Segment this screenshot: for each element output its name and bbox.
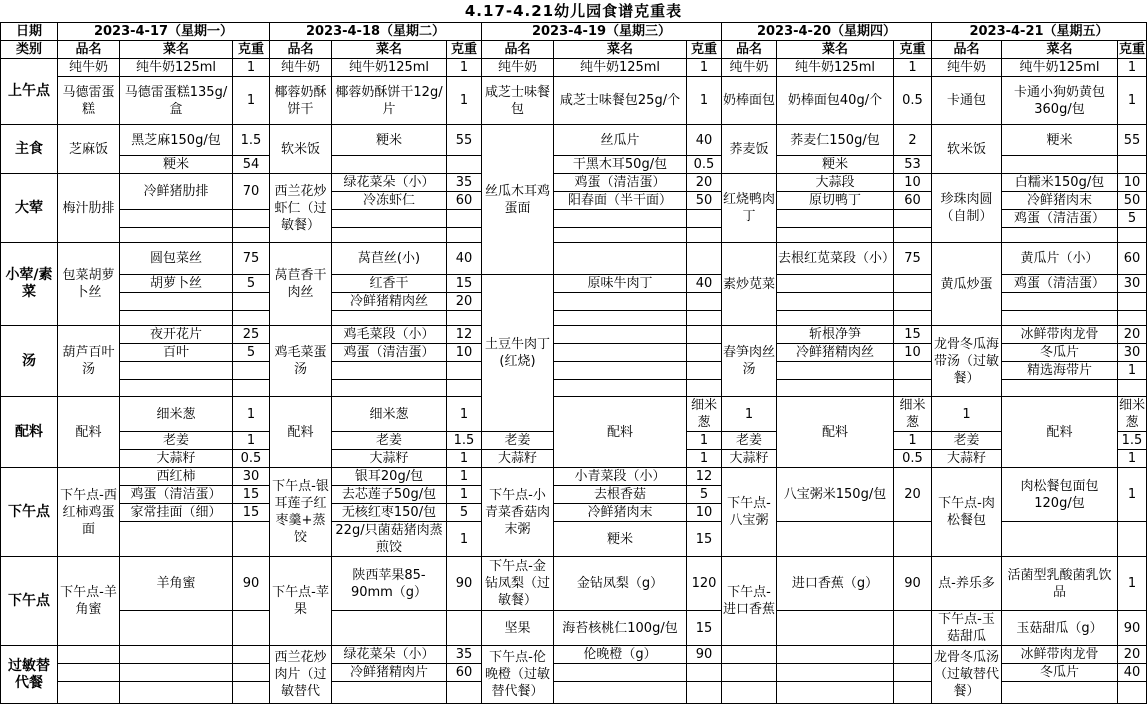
d3-mix1-item: 丝瓜木耳鸡蛋面 [482,125,554,275]
d2-staple-qty: 55 [447,125,482,156]
d3-pm2-ing: 金钻凤梨（g） [554,557,687,611]
d4-meat-ing: 原切鸭丁 [777,192,894,210]
d1-small-qty: 75 [233,243,270,275]
d5-season-qty: 1 [1118,450,1147,468]
d5-small-qty: 30 [1118,275,1147,293]
col-dish: 菜名 [777,41,894,59]
category-meat: 大荤 [1,174,58,243]
d5-meat-qty: 10 [1118,174,1147,192]
category-soup: 汤 [1,326,58,397]
d1-soup-ing: 百叶 [120,344,233,362]
d1-pm2-ing: 羊角蜜 [120,557,233,611]
d2-soup-qty: 10 [447,344,482,362]
d5-staple-ing: 粳米 [1002,125,1118,156]
d2-soup-qty: 12 [447,326,482,344]
category-staple: 主食 [1,125,58,174]
d3-pm1-qty: 12 [687,468,722,486]
milk-qty: 1 [894,59,932,77]
d5-staple-item: 软米饭 [932,125,1002,174]
d3-pm2-nuts: 坚果 [482,611,554,646]
d3-morning-item: 咸芝士味餐包 [482,77,554,125]
d5-season-qty: 1.5 [1118,432,1147,450]
d1-soup-ing: 夜开花片 [120,326,233,344]
d2-small-qty: 20 [447,293,482,311]
d5-allergy-ing: 冰鲜带肉龙骨 [1002,646,1118,664]
d1-season-ing: 细米葱 [120,397,233,432]
d1-season-ing: 老姜 [120,432,233,450]
d1-season-ing: 大蒜籽 [120,450,233,468]
d1-season-qty: 0.5 [233,450,270,468]
d5-meat-qty: 5 [1118,210,1147,228]
d1-staple-item: 芝麻饭 [58,125,120,174]
d2-morning-item: 椰蓉奶酥饼干 [270,77,332,125]
d2-season-ing: 细米葱 [332,397,447,432]
d4-staple-item: 荞麦饭 [722,125,777,174]
d5-small-item: 黄瓜炒蛋 [932,243,1002,326]
d2-allergy-ing: 冷鲜猪精肉片 [332,664,447,682]
d1-pm1-item: 下午点-西红柿鸡蛋面 [58,468,120,557]
milk-qty: 1 [447,59,482,77]
d5-pm2-ing: 活菌型乳酸菌乳饮品 [1002,557,1118,611]
d3-morning-ing: 咸芝士味餐包25g/个 [554,77,687,125]
col-item: 品名 [270,41,332,59]
d2-season-ing: 老姜 [332,432,447,450]
d3-mix1-ing: 丝瓜片 [554,125,687,156]
d5-morning-item: 卡通包 [932,77,1002,125]
d3-mix2-item: 土豆牛肉丁(红烧) [482,275,554,432]
d4-pm2-item: 下午点-进口香蕉 [722,557,777,646]
d5-staple-qty: 55 [1118,125,1147,156]
d4-staple-ing: 粳米 [777,156,894,174]
d5-morning-qty: 1 [1118,77,1147,125]
d5-allergy-item: 龙骨冬瓜汤（过敏替代餐） [932,646,1002,704]
d1-staple-ing: 黑芝麻150g/包 [120,125,233,156]
d2-small-qty: 15 [447,275,482,293]
d2-small-ing: 莴苣丝(小) [332,243,447,275]
d3-pm2-ing: 海苔核桃仁100g/包 [554,611,687,646]
col-dish: 菜名 [332,41,447,59]
d4-small-qty: 75 [894,243,932,275]
milk-item: 纯牛奶 [722,59,777,77]
d5-soup-ing: 冰鲜带肉龙骨 [1002,326,1118,344]
d4-pm1-ing: 八宝粥米150g/包 [777,468,894,522]
d5-soup-ing: 冬瓜片 [1002,344,1118,362]
d1-pm1-qty: 30 [233,468,270,486]
milk-ing: 纯牛奶125ml [554,59,687,77]
col-weight: 克重 [233,41,270,59]
col-dish: 菜名 [120,41,233,59]
category-afternoon: 下午点 [1,557,58,646]
milk-ing: 纯牛奶125ml [777,59,894,77]
d2-season-qty: 1.5 [447,432,482,450]
d5-morning-ing: 卡通小狗奶黄包 360g/包 [1002,77,1118,125]
d2-pm1-ing: 去芯莲子50g/包 [332,486,447,504]
milk-item: 纯牛奶 [482,59,554,77]
d2-soup-item: 鸡毛菜蛋汤 [270,326,332,397]
d1-soup-qty: 25 [233,326,270,344]
d5-soup-qty: 1 [1118,362,1147,380]
d3-mix1-blank [554,243,687,275]
d5-soup-ing: 精选海带片 [1002,362,1118,380]
d3-allergy-ing: 伦晚橙（g） [554,646,687,664]
d5-season-ing: 大蒜籽 [932,450,1002,468]
d5-allergy-qty: 20 [1118,646,1147,664]
d2-meat-qty: 35 [447,174,482,192]
d2-allergy-item: 西兰花炒肉片（过敏替代 [270,646,332,704]
d5-meat-item: 珍珠肉圆（自制） [932,174,1002,243]
d5-season-ing: 细米葱 [1119,398,1146,430]
d5-season-item: 配料 [1002,397,1118,468]
d4-morning-item: 奶棒面包 [722,77,777,125]
d1-morning-ing: 马德雷蛋糕135g/盒 [120,77,233,125]
d2-pm2-item: 下午点-苹果 [270,557,332,646]
d1-staple-ing: 粳米 [120,156,233,174]
category-small-meat: 小荤/素菜 [1,243,58,326]
col-item: 品名 [932,41,1002,59]
col-item: 品名 [482,41,554,59]
d3-mix1-qty: 40 [687,125,722,156]
d5-meat-ing: 冷鲜猪肉末 [1002,192,1118,210]
d3-mix1-qty: 20 [687,174,722,192]
d2-allergy-ing: 绿花菜朵（小） [332,646,447,664]
d3-pm2-qty: 15 [687,611,722,646]
d3-pm1-qty: 5 [687,486,722,504]
d3-mix2-ing: 原味牛肉丁 [554,275,687,293]
d1-season-qty: 1 [233,432,270,450]
d5-pm1-qty: 1 [1118,468,1147,522]
d1-staple-qty: 54 [233,156,270,174]
milk-qty: 1 [1118,59,1147,77]
d4-meat-qty: 60 [894,192,932,210]
d3-season-qty: 1 [687,450,722,468]
d2-pm1-qty: 1 [447,486,482,504]
milk-item: 纯牛奶 [270,59,332,77]
d3-mix1-ing: 阳春面（半干面） [554,192,687,210]
d2-allergy-qty: 60 [447,664,482,682]
d1-pm2-qty: 90 [233,557,270,611]
d1-soup-item: 葫芦百叶汤 [58,326,120,397]
col-dish: 菜名 [554,41,687,59]
d4-soup-qty: 15 [894,326,932,344]
d1-soup-qty: 5 [233,344,270,362]
day-header-4: 2023-4-20（星期四） [722,23,932,41]
d5-small-qty: 60 [1118,243,1147,275]
d5-pm1-item: 下午点-肉松餐包 [932,468,1002,557]
d1-staple-qty: 1.5 [233,125,270,156]
d3-season-qty: 1 [687,432,722,450]
d5-meat-ing: 白糯米150g/包 [1002,174,1118,192]
d4-staple-ing: 荞麦仁150g/包 [777,125,894,156]
d3-season-ing: 细米葱 [687,397,722,432]
milk-ing: 纯牛奶125ml [332,59,447,77]
d4-soup-ing: 冷鲜猪精肉丝 [777,344,894,362]
d5-pm1-ing: 肉松餐包面包120g/包 [1002,468,1118,522]
d3-pm1-qty: 15 [687,522,722,557]
d2-season-qty: 1 [447,397,482,432]
d4-pm1-item: 下午点-八宝粥 [722,468,777,557]
d1-small-ing: 圆包菜丝 [120,243,233,275]
d3-allergy-item: 下午点-伦晚橙（过敏替代餐） [482,646,554,704]
col-dish: 菜名 [1002,41,1118,59]
d5-season-ing: 老姜 [932,432,1002,450]
d2-season-item: 配料 [270,397,332,468]
d3-mix1-blank [687,243,722,275]
d1-pm1-qty: 15 [233,486,270,504]
d2-pm1-qty: 5 [447,504,482,522]
d1-meat-ing: 冷鲜猪肋排 [120,174,233,210]
d2-season-ing: 大蒜籽 [332,450,447,468]
col-weight: 克重 [894,41,932,59]
d4-morning-ing: 奶棒面包40g/个 [777,77,894,125]
d2-meat-ing: 冷冻虾仁 [332,192,447,210]
category-allergy: 过敏替代餐 [1,646,58,704]
milk-qty: 1 [687,59,722,77]
d1-pm1-ing: 家常挂面（细） [120,504,233,522]
d2-staple-item: 软米饭 [270,125,332,174]
d1-season-qty: 1 [233,397,270,432]
d4-season-qty: 1 [932,397,1002,432]
d3-pm1-qty: 10 [687,504,722,522]
d5-small-ing: 鸡蛋（清洁蛋） [1002,275,1118,293]
d1-meat-item: 梅汁肋排 [58,174,120,243]
d1-pm1-ing: 西红柿 [120,468,233,486]
d2-meat-ing: 绿花菜朵（小） [332,174,447,192]
milk-qty: 1 [233,59,270,77]
d2-small-ing: 红香干 [332,275,447,293]
d2-season-qty: 1 [447,450,482,468]
d3-morning-qty: 1 [687,77,722,125]
day-header-2: 2023-4-18（星期二） [270,23,482,41]
d2-pm1-ing: 无核红枣150/包 [332,504,447,522]
d2-pm2-ing: 陕西苹果85-90mm（g） [332,557,447,611]
d5-soup-qty: 30 [1118,344,1147,362]
col-weight: 克重 [1119,42,1146,57]
d5-pm2-qty: 1 [1118,557,1147,611]
d2-pm1-qty: 1 [447,468,482,486]
d4-soup-ing: 斩根净笋 [777,326,894,344]
d5-allergy-qty: 40 [1118,664,1147,682]
d4-meat-item: 红烧鸭肉丁 [722,174,777,243]
d5-meat-qty: 50 [1118,192,1147,210]
category-morning: 上午点 [1,59,58,125]
d5-allergy-ing: 冬瓜片 [1002,664,1118,682]
d5-pm2-item: 点-养乐多 [932,557,1002,611]
d4-season-qty: 0.5 [894,450,932,468]
d5-soup-item: 龙骨冬瓜海带汤（过敏餐） [932,326,1002,397]
d4-morning-qty: 0.5 [894,77,932,125]
d5-small-ing: 黄瓜片（小） [1002,243,1118,275]
d2-allergy-qty: 35 [447,646,482,664]
d3-season-item: 配料 [554,397,687,468]
d1-pm1-ing: 鸡蛋（清洁蛋） [120,486,233,504]
d2-pm1-ing: 银耳20g/包 [332,468,447,486]
d4-small-item: 素炒苋菜 [722,243,777,326]
milk-ing: 纯牛奶125ml [1002,59,1118,77]
d2-pm1-ing: 22g/只菌菇猪肉蒸煎饺 [332,522,447,557]
d1-pm1-qty: 15 [233,504,270,522]
d1-morning-qty: 1 [233,77,270,125]
d4-season-item: 配料 [777,397,894,468]
d2-soup-ing: 鸡毛菜段（小） [332,326,447,344]
d4-meat-ing: 大蒜段 [777,174,894,192]
d2-pm2-qty: 90 [447,557,482,611]
d1-small-item: 包菜胡萝卜丝 [58,243,120,326]
d5-pm3-item: 下午点-玉菇甜瓜 [932,611,1002,646]
d4-soup-item: 春笋肉丝汤 [722,326,777,397]
d2-small-qty: 40 [447,243,482,275]
milk-ing: 纯牛奶125ml [120,59,233,77]
d4-season-ing: 大蒜籽 [722,450,777,468]
sheet-title: 4.17-4.21幼儿园食谱克重表 [1,0,1147,23]
day-header-5: 2023-4-21（星期五） [932,23,1147,41]
d4-pm1-qty: 20 [894,468,932,522]
d2-pm1-qty: 1 [447,522,482,557]
d3-mix1-qty: 50 [687,192,722,210]
d4-staple-qty: 53 [894,156,932,174]
d2-meat-qty: 60 [447,192,482,210]
d3-season-ing: 大蒜籽 [482,450,554,468]
d5-meat-ing: 鸡蛋（清洁蛋） [1002,210,1118,228]
d3-allergy-qty: 90 [687,646,722,664]
d2-small-ing: 冷鲜猪精肉丝 [332,293,447,311]
d4-small-ing: 去根红苋菜段（小） [777,243,894,275]
d2-small-item: 莴苣香干肉丝 [270,243,332,326]
category-seasoning: 配料 [1,397,58,468]
d3-season-qty: 1 [722,397,777,432]
d2-pm1-item: 下午点-银耳莲子红枣羹+蒸饺 [270,468,332,557]
d3-pm1-ing: 小青菜段（小） [554,468,687,486]
d3-pm1-ing: 粳米 [554,522,687,557]
d3-mix2-qty: 40 [687,275,722,293]
d1-season-item: 配料 [58,397,120,468]
d4-season-ing: 细米葱 [894,397,932,432]
d4-meat-qty: 10 [894,174,932,192]
d3-pm2-qty: 120 [687,557,722,611]
d2-staple-ing: 粳米 [332,125,447,156]
d3-mix1-ing: 鸡蛋（清洁蛋） [554,174,687,192]
d1-small-qty: 5 [233,275,270,293]
d4-staple-qty: 2 [894,125,932,156]
d5-soup-qty: 20 [1118,326,1147,344]
d4-season-qty: 1 [894,432,932,450]
d3-mix1-qty: 0.5 [687,156,722,174]
d2-morning-qty: 1 [447,77,482,125]
milk-item: 纯牛奶 [58,59,120,77]
d4-pm2-qty: 90 [894,557,932,611]
d3-season-ing: 老姜 [482,432,554,450]
d4-soup-qty: 10 [894,344,932,362]
date-label: 日期 [1,23,58,41]
d1-morning-item: 马德雷蛋糕 [58,77,120,125]
d3-pm2-item: 下午点-金钻凤梨（过敏餐） [482,557,554,611]
d2-morning-ing: 椰蓉奶酥饼干12g/片 [332,77,447,125]
d4-pm2-ing: 进口香蕉（g） [777,557,894,611]
col-weight: 克重 [447,41,482,59]
category-label: 类别 [1,41,58,59]
col-item: 品名 [722,41,777,59]
d1-meat-qty: 70 [233,174,270,210]
d1-small-ing: 胡萝卜丝 [120,275,233,293]
d4-season-ing: 老姜 [722,432,777,450]
col-item: 品名 [58,41,120,59]
day-header-1: 2023-4-17（星期一） [58,23,270,41]
d3-pm1-ing: 冷鲜猪肉末 [554,504,687,522]
day-header-3: 2023-4-19（星期三） [482,23,722,41]
d5-pm3-ing: 玉菇甜瓜（g） [1002,611,1118,646]
d1-pm2-item: 下午点-羊角蜜 [58,557,120,646]
category-afternoon: 下午点 [1,468,58,557]
d3-pm1-ing: 去根香菇 [554,486,687,504]
d2-soup-ing: 鸡蛋（清洁蛋） [332,344,447,362]
col-weight: 克重 [687,41,722,59]
d2-meat-item: 西兰花炒虾仁（过敏餐） [270,174,332,243]
milk-item: 纯牛奶 [932,59,1002,77]
d3-pm1-item: 下午点-小青菜香菇肉末粥 [482,468,554,557]
d5-pm3-qty: 90 [1118,611,1147,646]
d3-mix1-ing: 干黑木耳50g/包 [554,156,687,174]
